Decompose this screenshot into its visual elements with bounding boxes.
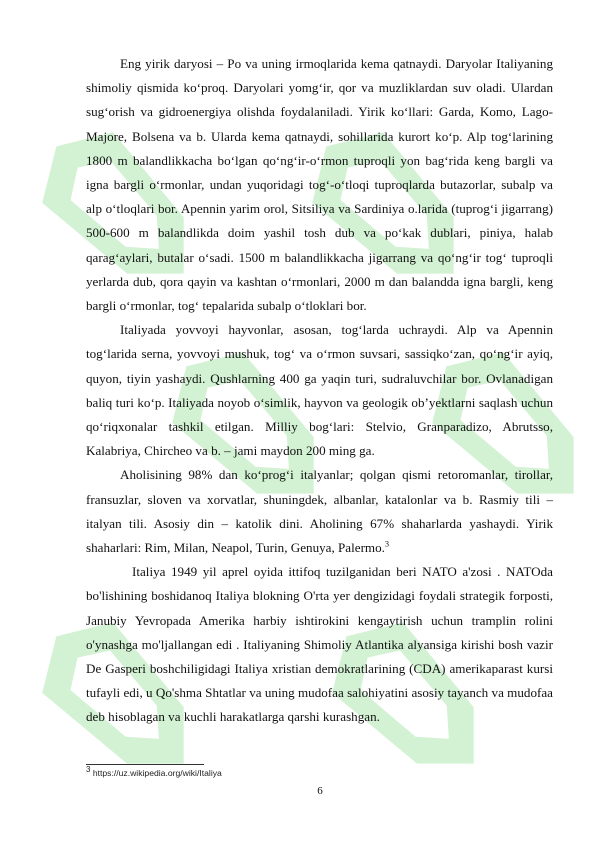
paragraph-fauna: Italiyada yovvoyi hayvonlar, asosan, tog‘larda uchraydi. Alp va Apennin tog‘larida serna, yovvoyi mushuk, tog‘ va o‘rmon suvsari, sassiqko‘zan, qo‘ng‘ir ayiq, quyon, tiyin yashaydi. Qushlarning 400 ga yaqin turi, sudraluvchilar bor. Ovlanadigan baliq turi ko‘p. Italiyada noyob o‘simlik, hayvon va geologik ob’yektlarni saqlash uchun qo‘riqxonalar tashkil etilgan. Milliy bog‘lari: Stelvio, Granparadizo, Abrutsso, Kalabriya, Chircheo va b. – jami maydon 200 ming ga. [86, 322, 553, 459]
footnote-reference[interactable]: 3 [384, 539, 389, 549]
footnote-link[interactable]: https://uz.wikipedia.org/wiki/Italiya [90, 768, 222, 778]
footnote-marker: 3 [86, 765, 91, 775]
footnote [86, 765, 222, 778]
paragraph-nato: Italiya 1949 yil aprel oyida ittifoq tuzilganidan beri NATO a'zosi . NATOda bo'lishining boshidanoq Italiya blokning O'rta yer dengizidagi foydali strategik forposti, Janubiy Yevropada Amerika harbiy ishtirokini kengaytirish uchun tramplin rolini o'ynashga mo'ljallangan edi . Italiyaning Shimoliy Atlantika alyansiga kirishi bosh vazir De Gasperi boshchiligidagi Italiya xristian demokratlarining (CDA) amerikaparast kursi tufayli edi, u Qo'shma Shtatlar va uning mudofaa salohiyatini asosiy tayanch va mudofaa deb hisoblagan va kuchli harakatlarga qarshi kurashgan. [86, 564, 553, 725]
paragraph-population-text: Aholisining 98% dan ko‘prog‘i italyanlar; qolgan qismi retoromanlar, tirollar, fransuzlar, sloven va xorvatlar, shuningdek, albanlar, katalonlar va b. Rasmiy tili – italyan tili. Asosiy din – katolik dini. Aholining 67% shaharlarda yashaydi. Yirik shaharlari: Rim, Milan, Neapol, Turin, Genuya, Palermo. [86, 467, 553, 556]
page-body [86, 52, 553, 730]
paragraph-rivers-flora: Eng yirik daryosi – Po va uning irmoqlarida kema qatnaydi. Daryolar Italiyaning shimoliy qismida ko‘proq. Daryolari yomg‘ir, qor va muzliklardan suv oladi. Ulardan sug‘orish va gidroenergiya olishda foydalaniladi. Yirik ko‘llari: Garda, Komo, Lago-Majore, Bolsena va b. Ularda kema qatnaydi, sohillarida kurort ko‘p. Alp tog‘larining 1800 m balandlikkacha bo‘lgan qo‘ng‘ir-o‘rmon tuproqli yon bag‘rida keng bargli va igna bargli o‘rmonlar, undan yuqoridagi tog‘-o‘tloqi tuproqlarda butazorlar, subalp va alp o‘tloqlari bor. Apennin yarim orol, Sitsiliya va Sardiniya o.larida (tuprog‘i jigarrang) 500-600 m balandlikda doim yashil tosh dub va po‘kak dublari, piniya, halab qarag‘aylari, butalar o‘sadi. 1500 m balandlikkacha jigarrang va qo‘ng‘ir tog‘ tuproqli yerlarda dub, qora qayin va kashtan o‘rmonlari, 2000 m dan balandda igna bargli, keng bargli o‘rmonlar, tog‘ tepalarida subalp o‘tloklari bor. [86, 56, 553, 314]
paragraph-population [86, 463, 553, 560]
footnote-divider [86, 764, 204, 765]
page-number: 6 [317, 785, 323, 797]
